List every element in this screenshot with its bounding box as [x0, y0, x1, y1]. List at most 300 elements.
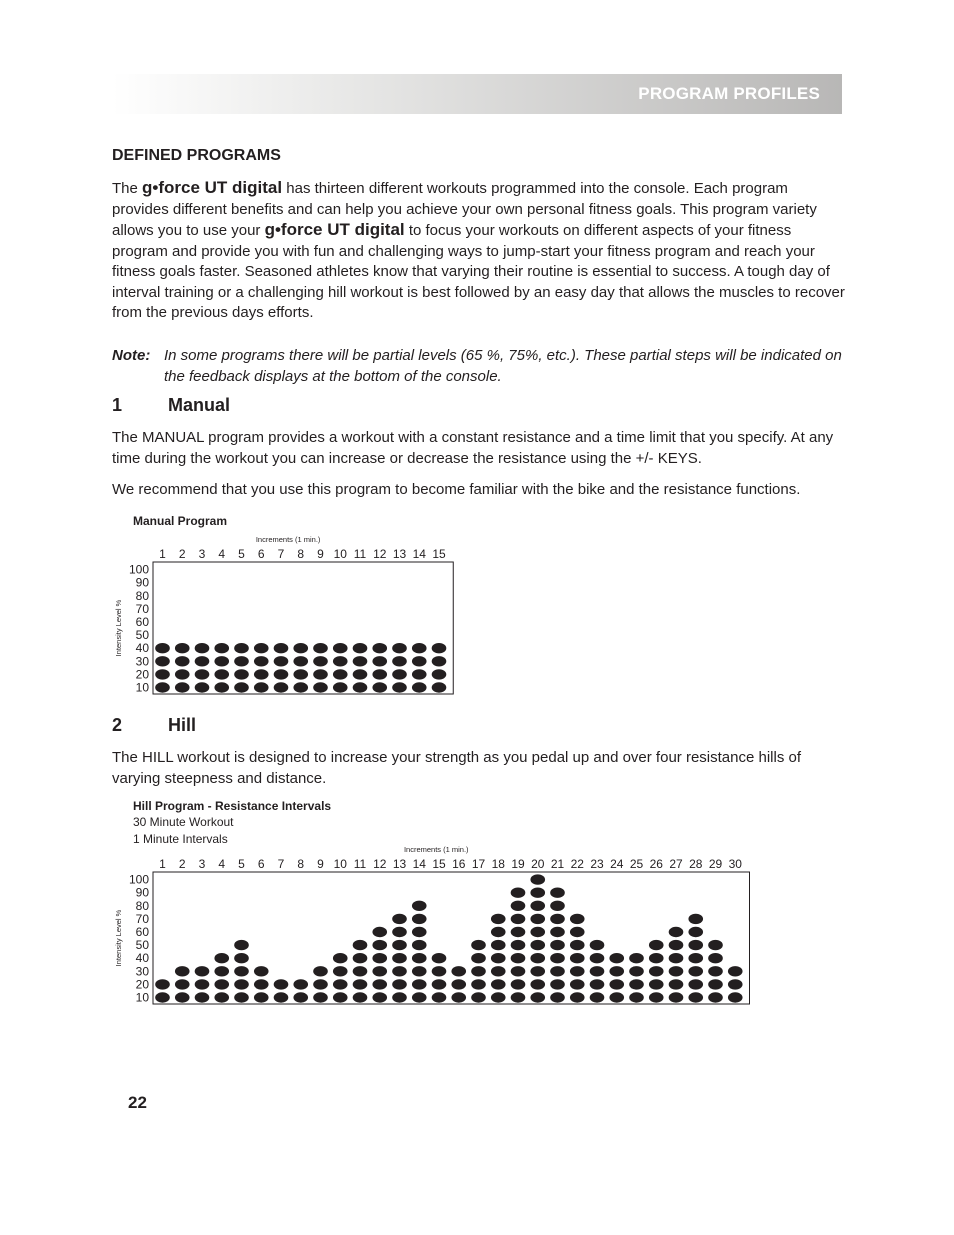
hill-chart-bar-dot — [530, 914, 545, 924]
hill-chart-bar-dot — [392, 914, 407, 924]
hill-chart-x-tick-label: 16 — [452, 857, 466, 871]
hill-chart-bar-dot — [432, 979, 447, 989]
hill-chart-bar-dot — [530, 966, 545, 976]
manual-chart-bar-dot — [195, 656, 210, 666]
hill-chart-y-tick-label: 40 — [135, 951, 149, 966]
manual-chart-y-tick-label: 80 — [135, 588, 149, 603]
manual-chart-x-tick-label: 10 — [333, 547, 347, 561]
manual-chart-x-axis-label: Increments (1 min.) — [255, 535, 321, 544]
note-label: Note: — [112, 347, 151, 364]
hill-chart-bar-dot — [688, 914, 703, 924]
hill-chart-bar-dot — [511, 979, 526, 989]
hill-chart-bar-dot — [333, 979, 348, 989]
hill-chart-x-axis-label: Increments (1 min.) — [403, 845, 469, 854]
hill-chart-bar-dot — [629, 953, 644, 963]
hill-chart-bar-dot — [649, 953, 664, 963]
manual-chart-bar-dot — [392, 643, 407, 653]
hill-chart-bar-dot — [550, 888, 565, 898]
manual-chart-x-tick-label: 11 — [353, 547, 367, 561]
hill-chart-x-tick-label: 12 — [373, 857, 387, 871]
hill-chart-bar-dot — [708, 953, 723, 963]
manual-chart-y-tick-label: 100 — [128, 562, 149, 577]
hill-chart-bar-dot — [708, 966, 723, 976]
manual-chart-y-tick-label: 10 — [135, 680, 149, 695]
hill-name: Hill — [168, 715, 197, 735]
hill-chart-bar-dot — [412, 979, 427, 989]
hill-chart-bar-dot — [550, 992, 565, 1002]
hill-chart-x-tick-label: 4 — [218, 857, 226, 871]
hill-chart-bar-dot — [274, 992, 289, 1002]
hill-chart-bar-dot — [609, 979, 624, 989]
hill-chart-x-tick-label: 27 — [669, 857, 683, 871]
manual-chart-y-axis-label: Intensity Level % — [114, 599, 123, 657]
hill-chart-bar-dot — [570, 992, 585, 1002]
hill-chart-y-axis-label: Intensity Level % — [114, 909, 123, 967]
manual-paragraph-1: The MANUAL program provides a workout with a constant resistance and a time limit that you specify. At any time during the workout you can increase or decrease the resistance using the +/- KEYS. — [112, 429, 834, 467]
hill-chart-y-tick-label: 100 — [128, 872, 149, 887]
hill-chart-bar-dot — [688, 992, 703, 1002]
manual-chart-bar-dot — [313, 643, 328, 653]
hill-chart-bar-dot — [708, 979, 723, 989]
hill-chart-x-tick-label: 3 — [198, 857, 206, 871]
hill-chart-bar-dot — [392, 940, 407, 950]
hill-chart-bar-dot — [451, 966, 466, 976]
manual-chart-x-tick-label: 1 — [159, 547, 166, 561]
hill-chart-bar-dot — [550, 940, 565, 950]
hill-chart-x-tick-label: 30 — [728, 857, 742, 871]
manual-chart-bar-dot — [353, 682, 368, 692]
manual-chart-x-tick-label: 7 — [277, 547, 285, 561]
hill-chart-bar-dot — [609, 992, 624, 1002]
manual-chart-bar-dot — [412, 643, 427, 653]
hill-chart-bar-dot — [590, 940, 605, 950]
hill-chart-bar-dot — [214, 979, 229, 989]
manual-chart-bar-dot — [353, 643, 368, 653]
manual-chart-bar-dot — [333, 669, 348, 679]
hill-chart-x-tick-label: 9 — [317, 857, 324, 871]
hill-chart-x-tick-label: 28 — [689, 857, 703, 871]
manual-chart-x-tick-label: 14 — [412, 547, 426, 561]
hill-chart-x-tick-label: 26 — [649, 857, 663, 871]
manual-chart-y-tick-label: 70 — [135, 601, 149, 616]
hill-chart-bar-dot — [550, 979, 565, 989]
hill-chart-bar-dot — [372, 940, 387, 950]
brand-name: g•force UT digital — [142, 178, 283, 197]
manual-chart-bar-dot — [432, 643, 447, 653]
hill-chart-bar-dot — [372, 979, 387, 989]
hill-chart-bar-dot — [333, 992, 348, 1002]
hill-chart-bar-dot — [511, 888, 526, 898]
hill-chart-y-tick-label: 20 — [135, 977, 149, 992]
hill-chart-x-tick-label: 20 — [531, 857, 545, 871]
manual-chart-bar-dot — [214, 669, 229, 679]
hill-chart-bar-dot — [392, 966, 407, 976]
hill-chart-x-tick-label: 29 — [708, 857, 723, 871]
manual-chart-x-tick-label: 13 — [392, 547, 407, 561]
hill-chart-y-tick-label: 80 — [135, 898, 149, 913]
hill-chart-bar-dot — [669, 927, 684, 937]
hill-chart-x-tick-label: 7 — [277, 857, 285, 871]
hill-chart-bar-dot — [432, 992, 447, 1002]
manual-number: 1 — [112, 395, 123, 415]
hill-chart-bar-dot — [669, 966, 684, 976]
manual-chart-bar-dot — [293, 682, 308, 692]
manual-chart-bar-dot — [175, 643, 190, 653]
hill-chart-x-tick-label: 13 — [392, 857, 407, 871]
manual-chart-x-tick-label: 12 — [373, 547, 387, 561]
hill-chart-bar-dot — [511, 927, 526, 937]
manual-chart-bar-dot — [254, 643, 269, 653]
hill-chart-y-tick-label: 30 — [135, 964, 149, 979]
manual-chart-bar-dot — [234, 656, 249, 666]
manual-chart-bar-dot — [333, 643, 348, 653]
hill-chart-bar-dot — [412, 966, 427, 976]
manual-chart-bar-dot — [214, 682, 229, 692]
manual-chart-bar-dot — [214, 643, 229, 653]
manual-chart-bar-dot — [195, 643, 210, 653]
hill-chart-bar-dot — [313, 992, 328, 1002]
manual-chart-bar-dot — [293, 669, 308, 679]
hill-chart-bar-dot — [649, 940, 664, 950]
hill-chart-bar-dot — [649, 992, 664, 1002]
manual-chart-bar-dot — [293, 656, 308, 666]
manual-chart-bar-dot — [372, 669, 387, 679]
hill-chart-bar-dot — [491, 953, 506, 963]
hill-chart-bar-dot — [609, 966, 624, 976]
hill-chart-bar-dot — [392, 992, 407, 1002]
hill-chart-bar-dot — [155, 979, 170, 989]
hill-chart-bar-dot — [471, 940, 486, 950]
hill-chart-x-tick-label: 19 — [511, 857, 525, 871]
hill-program-chart — [110, 843, 755, 1005]
hill-chart-bar-dot — [471, 953, 486, 963]
hill-chart-bar-dot — [570, 966, 585, 976]
hill-chart-bar-dot — [254, 966, 269, 976]
manual-chart-bar-dot — [432, 669, 447, 679]
hill-chart-bar-dot — [451, 979, 466, 989]
hill-chart-x-tick-label: 21 — [550, 857, 565, 871]
hill-chart-bar-dot — [669, 953, 684, 963]
manual-chart-title: Manual Program — [133, 514, 228, 528]
manual-chart-bar-dot — [412, 682, 427, 692]
manual-chart-bar-dot — [372, 643, 387, 653]
hill-chart-bar-dot — [530, 992, 545, 1002]
hill-chart-bar-dot — [688, 940, 703, 950]
hill-chart-x-tick-label: 2 — [178, 857, 186, 871]
hill-chart-title: Hill Program - Resistance Intervals — [133, 799, 332, 813]
manual-chart-bar-dot — [254, 669, 269, 679]
hill-chart-bar-dot — [530, 927, 545, 937]
hill-chart-bar-dot — [491, 966, 506, 976]
manual-chart-x-tick-label: 2 — [178, 547, 186, 561]
hill-chart-bar-dot — [590, 953, 605, 963]
hill-chart-bar-dot — [392, 979, 407, 989]
hill-chart-bar-dot — [491, 940, 506, 950]
hill-chart-bar-dot — [432, 953, 447, 963]
hill-chart-bar-dot — [530, 953, 545, 963]
manual-chart-bar-dot — [274, 682, 289, 692]
manual-chart-bar-dot — [195, 682, 210, 692]
brand-name-2: g•force UT digital — [264, 220, 405, 239]
manual-chart-bar-dot — [175, 669, 190, 679]
manual-chart-bar-dot — [372, 656, 387, 666]
hill-chart-bar-dot — [491, 979, 506, 989]
hill-chart-bar-dot — [353, 953, 368, 963]
hill-chart-bar-dot — [195, 992, 210, 1002]
manual-chart-bar-dot — [234, 643, 249, 653]
hill-chart-bar-dot — [649, 966, 664, 976]
manual-chart-y-tick-label: 30 — [135, 654, 149, 669]
hill-chart-bar-dot — [570, 940, 585, 950]
hill-chart-bar-dot — [353, 966, 368, 976]
hill-chart-bar-dot — [471, 979, 486, 989]
hill-chart-bar-dot — [629, 966, 644, 976]
hill-chart-bar-dot — [550, 901, 565, 911]
hill-chart-bar-dot — [609, 953, 624, 963]
hill-chart-bar-dot — [708, 992, 723, 1002]
hill-chart-y-tick-label: 50 — [135, 938, 149, 953]
hill-chart-bar-dot — [669, 940, 684, 950]
manual-chart-x-tick-label: 3 — [198, 547, 206, 561]
hill-chart-x-tick-label: 17 — [471, 857, 486, 871]
manual-chart-bar-dot — [392, 656, 407, 666]
hill-chart-bar-dot — [688, 966, 703, 976]
manual-chart-bar-dot — [412, 656, 427, 666]
manual-paragraph-2: We recommend that you use this program to become familiar with the bike and the resistance functions. — [112, 481, 801, 498]
intro-text-b: has thirteen different workouts programmed into the console. Each program provides different benefits and can help you achieve your own personal fitness goals. This program variety allows you to use your — [112, 180, 817, 239]
hill-chart-bar-dot — [175, 966, 190, 976]
manual-chart-x-tick-label: 9 — [317, 547, 324, 561]
hill-chart-x-tick-label: 10 — [333, 857, 347, 871]
hill-chart-bar-dot — [412, 927, 427, 937]
manual-chart-y-tick-label: 20 — [135, 667, 149, 682]
hill-number: 2 — [112, 715, 123, 735]
manual-chart-bar-dot — [313, 669, 328, 679]
manual-chart-y-tick-label: 40 — [135, 641, 149, 656]
hill-chart-bar-dot — [254, 979, 269, 989]
section-heading: DEFINED PROGRAMS — [112, 147, 281, 164]
manual-chart-bar-dot — [392, 682, 407, 692]
hill-chart-bar-dot — [669, 992, 684, 1002]
hill-chart-bar-dot — [511, 914, 526, 924]
hill-chart-x-tick-label: 1 — [159, 857, 166, 871]
hill-chart-subtitle-1: 30 Minute Workout — [133, 815, 234, 829]
hill-chart-bar-dot — [353, 940, 368, 950]
hill-chart-bar-dot — [412, 901, 427, 911]
intro-text-a: The — [112, 180, 143, 197]
manual-chart-x-tick-label: 5 — [238, 547, 245, 561]
manual-chart-bar-dot — [293, 643, 308, 653]
hill-chart-bar-dot — [688, 979, 703, 989]
hill-chart-bar-dot — [254, 992, 269, 1002]
hill-chart-bar-dot — [353, 992, 368, 1002]
manual-chart-bar-dot — [155, 643, 170, 653]
hill-chart-bar-dot — [214, 992, 229, 1002]
hill-chart-bar-dot — [372, 992, 387, 1002]
note-text: In some programs there will be partial levels (65 %, 75%, etc.). These partial steps will be indicated on the feedback displays at the bottom of the console. — [164, 347, 842, 385]
hill-chart-bar-dot — [530, 940, 545, 950]
hill-chart-bar-dot — [491, 992, 506, 1002]
hill-chart-bar-dot — [728, 966, 743, 976]
manual-chart-x-tick-label: 4 — [218, 547, 226, 561]
hill-chart-bar-dot — [293, 979, 308, 989]
manual-chart-bar-dot — [155, 656, 170, 666]
hill-chart-bar-dot — [629, 992, 644, 1002]
hill-chart-bar-dot — [214, 966, 229, 976]
hill-chart-bar-dot — [372, 927, 387, 937]
hill-chart-bar-dot — [333, 953, 348, 963]
manual-program-chart — [110, 533, 455, 695]
hill-chart-x-tick-label: 11 — [353, 857, 367, 871]
hill-paragraph: The HILL workout is designed to increase your strength as you pedal up and over four resistance hills of varying steepness and distance. — [112, 749, 801, 787]
hill-chart-bar-dot — [234, 979, 249, 989]
manual-chart-y-tick-label: 90 — [135, 575, 149, 590]
manual-chart-x-tick-label: 8 — [297, 547, 305, 561]
hill-chart-bar-dot — [293, 992, 308, 1002]
hill-chart-y-tick-label: 90 — [135, 885, 149, 900]
manual-chart-bar-dot — [234, 682, 249, 692]
manual-chart-y-tick-label: 50 — [135, 628, 149, 643]
hill-chart-bar-dot — [274, 979, 289, 989]
hill-chart-bar-dot — [491, 914, 506, 924]
hill-chart-x-tick-label: 6 — [257, 857, 265, 871]
hill-chart-bar-dot — [333, 966, 348, 976]
manual-chart-bar-dot — [274, 656, 289, 666]
hill-chart-bar-dot — [511, 966, 526, 976]
manual-chart-bar-dot — [372, 682, 387, 692]
hill-chart-bar-dot — [590, 979, 605, 989]
manual-chart-y-tick-label: 60 — [135, 615, 149, 629]
hill-chart-bar-dot — [313, 979, 328, 989]
hill-chart-y-tick-label: 10 — [135, 990, 149, 1005]
hill-chart-bar-dot — [175, 979, 190, 989]
hill-chart-bar-dot — [530, 979, 545, 989]
hill-chart-bar-dot — [688, 953, 703, 963]
hill-chart-bar-dot — [590, 992, 605, 1002]
hill-chart-x-tick-label: 23 — [590, 857, 604, 871]
hill-chart-x-tick-label: 22 — [570, 857, 584, 871]
hill-chart-bar-dot — [570, 979, 585, 989]
hill-chart-bar-dot — [550, 927, 565, 937]
manual-chart-bar-dot — [234, 669, 249, 679]
manual-chart-bar-dot — [412, 669, 427, 679]
manual-chart-bar-dot — [353, 656, 368, 666]
hill-chart-bar-dot — [649, 979, 664, 989]
hill-chart-bar-dot — [195, 979, 210, 989]
manual-chart-bar-dot — [432, 682, 447, 692]
manual-chart-x-tick-label: 6 — [257, 547, 265, 561]
manual-chart-bar-dot — [313, 656, 328, 666]
hill-chart-bar-dot — [688, 927, 703, 937]
hill-chart-x-tick-label: 18 — [491, 857, 505, 871]
page-number: 22 — [128, 1093, 147, 1112]
manual-chart-bar-dot — [353, 669, 368, 679]
manual-chart-bar-dot — [333, 682, 348, 692]
manual-chart-bar-dot — [195, 669, 210, 679]
hill-chart-x-tick-label: 15 — [432, 857, 446, 871]
hill-chart-bar-dot — [175, 992, 190, 1002]
hill-chart-bar-dot — [511, 992, 526, 1002]
hill-chart-bar-dot — [412, 914, 427, 924]
hill-chart-bar-dot — [432, 966, 447, 976]
manual-name: Manual — [168, 395, 231, 415]
hill-chart-y-tick-label: 70 — [135, 911, 149, 926]
hill-chart-bar-dot — [629, 979, 644, 989]
manual-chart-bar-dot — [254, 682, 269, 692]
manual-chart-bar-dot — [254, 656, 269, 666]
hill-chart-bar-dot — [392, 927, 407, 937]
hill-chart-x-tick-label: 24 — [610, 857, 624, 871]
manual-chart-bar-dot — [214, 656, 229, 666]
hill-chart-bar-dot — [372, 953, 387, 963]
manual-chart-bar-dot — [432, 656, 447, 666]
hill-chart-bar-dot — [511, 940, 526, 950]
intro-paragraph — [112, 178, 847, 324]
hill-chart-bar-dot — [451, 992, 466, 1002]
header-bar — [112, 74, 842, 114]
manual-chart-bar-dot — [155, 669, 170, 679]
hill-chart-bar-dot — [570, 914, 585, 924]
hill-chart-bar-dot — [155, 992, 170, 1002]
hill-chart-bar-dot — [550, 914, 565, 924]
manual-chart-x-tick-label: 15 — [432, 547, 446, 561]
hill-chart-bar-dot — [491, 927, 506, 937]
hill-chart-bar-dot — [590, 966, 605, 976]
hill-chart-bar-dot — [412, 953, 427, 963]
hill-chart-bar-dot — [214, 953, 229, 963]
hill-chart-bar-dot — [372, 966, 387, 976]
manual-chart-bar-dot — [333, 656, 348, 666]
manual-chart-bar-dot — [313, 682, 328, 692]
hill-chart-bar-dot — [708, 940, 723, 950]
manual-chart-bar-dot — [392, 669, 407, 679]
hill-chart-bar-dot — [570, 927, 585, 937]
hill-chart-bar-dot — [412, 940, 427, 950]
manual-chart-bar-dot — [274, 643, 289, 653]
header-title: PROGRAM PROFILES — [638, 84, 820, 103]
hill-chart-bar-dot — [511, 901, 526, 911]
hill-chart-bar-dot — [313, 966, 328, 976]
hill-chart-bar-dot — [234, 966, 249, 976]
hill-chart-subtitle-2: 1 Minute Intervals — [133, 832, 228, 846]
hill-chart-bar-dot — [728, 992, 743, 1002]
hill-chart-bar-dot — [471, 992, 486, 1002]
hill-chart-bar-dot — [471, 966, 486, 976]
hill-chart-x-tick-label: 25 — [629, 857, 644, 871]
hill-chart-bar-dot — [728, 979, 743, 989]
hill-chart-bar-dot — [511, 953, 526, 963]
hill-chart-bar-dot — [412, 992, 427, 1002]
hill-chart-bar-dot — [669, 979, 684, 989]
hill-chart-y-tick-label: 60 — [135, 925, 149, 939]
hill-chart-bar-dot — [550, 966, 565, 976]
intro-text-c: to focus your workouts on different aspects of your fitness program and provide you with fun and challenging ways to jump-start your fitness program and reach your fitness goals faster. Seasoned athletes know that varying their routine is essential to success. A tough day of interval training or a challenging hill workout is best followed by an easy day that allows the muscles to recover from the previous days efforts. — [112, 222, 845, 321]
hill-chart-bar-dot — [570, 953, 585, 963]
hill-chart-bar-dot — [530, 874, 545, 884]
hill-chart-bar-dot — [550, 953, 565, 963]
hill-chart-bar-dot — [234, 940, 249, 950]
hill-chart-x-tick-label: 8 — [297, 857, 305, 871]
manual-chart-bar-dot — [274, 669, 289, 679]
hill-chart-bar-dot — [234, 992, 249, 1002]
manual-chart-bar-dot — [175, 656, 190, 666]
hill-chart-x-tick-label: 14 — [412, 857, 426, 871]
hill-chart-x-tick-label: 5 — [238, 857, 245, 871]
manual-chart-bar-dot — [175, 682, 190, 692]
hill-chart-bar-dot — [530, 901, 545, 911]
hill-chart-bar-dot — [392, 953, 407, 963]
manual-chart-bar-dot — [155, 682, 170, 692]
